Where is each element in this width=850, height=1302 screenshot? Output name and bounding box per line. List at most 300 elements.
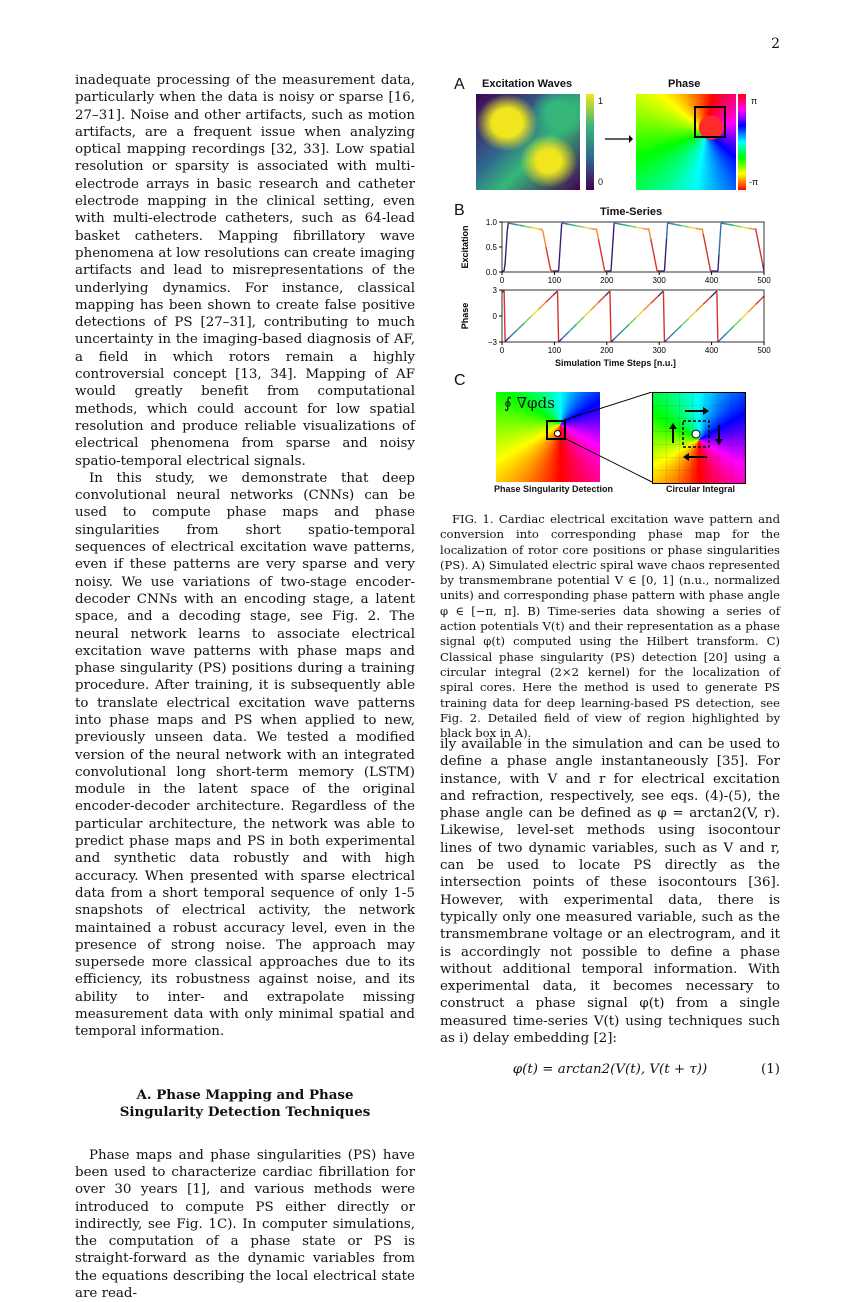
panel-c-label: C [454,372,466,390]
series-segment [655,298,656,299]
series-segment [717,291,718,342]
series-segment [694,312,695,313]
series-segment [724,335,725,336]
series-segment [606,294,607,295]
series-segment [725,334,726,335]
series-segment [742,317,743,318]
series-segment [552,295,553,296]
singularity-dot [554,430,561,437]
series-segment [625,328,626,329]
y-axis-label: Excitation [460,225,470,268]
highlight-box [694,106,726,138]
series-segment [545,302,546,303]
series-segment [524,322,525,323]
series-segment [704,239,705,244]
series-segment [549,263,550,268]
caption-text: FIG. 1. Cardiac electrical excitation wave pattern and conversion into corresponding phase map for the localization of rotor core positions or phase singularities (PS). A) Simulated electric spiral wave chaos represented by transmembrane potential V ∈ [0, 1] (n.u., normalized units) and corresponding phase pattern with phase angle φ ∈ [−π, π]. B) Time-series data showing a series of action potentials V(t) and their representation as a phase signal φ(t) computed using the Hilbert transform. C) Classical phase singularity (PS) detection [20] using a circular integral (2×2 kernel) for the localization of spiral cores. Here the method is used to generate PS training data for deep learning-based PS detection, see Fig. 2. Detailed field of view of region highlighted by black box in A). [440,512,780,741]
series-segment [752,307,753,308]
page-number: 2 [771,36,780,52]
x-tick-label: 200 [600,346,614,355]
series-segment [683,323,684,324]
series-segment [612,239,613,255]
series-segment [596,229,597,234]
series-segment [757,234,758,239]
left-column [75,72,415,1302]
excitation-cbar-bottom: 0 [598,177,603,187]
series-segment [669,337,670,338]
series-segment [755,305,756,306]
series-segment [594,306,595,307]
series-segment [649,229,650,234]
series-segment [714,293,715,294]
series-segment [542,230,543,232]
series-segment [576,323,577,324]
series-segment [641,311,642,312]
series-segment [603,297,604,298]
series-segment [674,332,675,333]
series-segment [511,334,512,335]
series-segment [629,324,630,325]
series-segment [550,268,551,271]
series-segment [588,312,589,313]
panel-c-caption-right: Circular Integral [666,484,735,494]
series-segment [525,321,526,322]
series-segment [558,291,559,342]
series-segment [698,308,699,309]
series-segment [647,306,648,307]
series-segment [607,293,608,294]
series-segment [614,338,615,339]
series-segment [514,332,515,333]
circulation-arrows-icon [653,393,745,483]
series-segment [547,252,548,257]
series-segment [678,328,679,329]
series-segment [583,317,584,318]
series-segment [577,322,578,323]
series-segment [736,323,737,324]
series-segment [715,292,716,293]
series-segment [658,295,659,296]
series-segment [604,266,605,271]
series-segment [528,318,529,319]
series-segment [507,338,508,339]
section-heading: A. Phase Mapping and Phase Singularity Detection Techniques [95,1087,395,1121]
x-tick-label: 500 [757,346,771,355]
excitation-colorbar [586,94,594,190]
series-segment [652,301,653,302]
series-segment [743,316,744,317]
series-segment [720,339,721,340]
series-segment [624,329,625,330]
y-tick-label: −3 [488,338,498,347]
series-segment [631,322,632,323]
series-segment [590,310,591,311]
series-segment [676,330,677,331]
series-segment [659,294,660,295]
series-segment [506,339,507,340]
excitation-wave-map [476,94,580,190]
series-segment [608,292,609,293]
series-segment [686,320,687,321]
series-segment [672,334,673,335]
series-segment [671,335,672,336]
series-segment [655,260,656,265]
series-segment [739,320,740,321]
phase-cbar-top: π [751,96,757,106]
series-segment [579,321,580,322]
excitation-cbar-top: 1 [598,96,603,106]
series-segment [613,339,614,340]
series-segment [654,255,655,260]
integral-symbol: ∮ ∇φds [504,394,555,412]
series-segment [601,299,602,300]
series-segment [657,296,658,297]
plot-frame [502,290,764,342]
series-segment [521,325,522,326]
y-tick-label: 0.5 [486,243,498,252]
series-segment [751,308,752,309]
panel-b-label: B [454,202,465,220]
series-segment [711,296,712,297]
phase-axes [460,286,771,355]
series-segment [677,329,678,330]
series-segment [663,291,664,342]
series-segment [656,266,657,271]
series-segment [684,322,685,323]
series-segment [729,330,730,331]
series-segment [504,263,505,271]
series-segment [637,315,638,316]
series-segment [701,305,702,306]
zoom-lines [564,392,654,484]
series-segment [747,312,748,313]
series-segment [707,255,708,260]
series-segment [543,231,544,236]
series-segment [515,331,516,332]
series-segment [627,326,628,327]
series-segment [520,326,521,327]
series-segment [551,296,552,297]
series-segment [727,332,728,333]
series-segment [527,319,528,320]
series-segment [548,258,549,263]
series-segment [649,304,650,305]
series-segment [517,329,518,330]
series-segment [635,318,636,319]
figure-caption [440,512,780,741]
series-segment [702,304,703,305]
series-segment [750,309,751,310]
series-segment [754,306,755,307]
series-segment [705,301,706,302]
series-segment [726,333,727,334]
series-segment [512,333,513,334]
series-segment [697,309,698,310]
series-segment [603,260,604,265]
series-segment [502,292,503,293]
y-tick-label: 1.0 [486,218,498,227]
series-segment [602,298,603,299]
series-segment [756,229,757,234]
series-segment [571,328,572,329]
series-segment [534,312,535,313]
series-segment [538,309,539,310]
series-segment [559,341,560,342]
x-tick-label: 300 [653,346,667,355]
series-segment [539,308,540,309]
series-segment [718,341,719,342]
series-segment [598,301,599,302]
series-segment [559,255,560,271]
series-segment [544,236,545,241]
series-segment [548,299,549,300]
equation-body: φ(t) = arctan2(V(t), V(t + τ)) [513,1062,707,1077]
series-segment [713,294,714,295]
series-segment [568,332,569,333]
series-segment [757,302,758,303]
series-segment [653,250,654,255]
series-segment [581,319,582,320]
series-segment [591,309,592,310]
series-segment [761,255,762,260]
series-segment [567,333,568,334]
equation-1 [440,1061,780,1083]
series-segment [679,327,680,328]
series-segment [746,313,747,314]
series-segment [737,322,738,323]
series-segment [730,328,731,329]
series-segment [660,293,661,294]
series-segment [555,292,556,293]
panel-b-title: Time-Series [600,206,662,218]
series-segment [696,310,697,311]
y-tick-label: 0.0 [486,268,498,277]
series-segment [708,298,709,299]
series-segment [667,339,668,340]
panel-a-title-left: Excitation Waves [482,78,572,90]
series-segment [692,314,693,315]
series-segment [570,330,571,331]
series-segment [610,291,611,342]
series-segment [611,341,612,342]
series-segment [651,239,652,244]
series-segment [748,311,749,312]
series-segment [763,296,764,297]
series-segment [722,337,723,338]
series-segment [723,336,724,337]
series-segment [569,331,570,332]
series-segment [537,310,538,311]
series-segment [584,316,585,317]
series-segment [626,327,627,328]
series-segment [634,319,635,320]
series-segment [704,302,705,303]
series-segment [510,335,511,336]
paragraph: inadequate processing of the measurement data, particularly when the data is noisy or sparse [16, 27–31]. Noise and other artifacts, such as motion artifacts, are a frequent issue when analyzing optical mapping recordings [32, 33]. Low spatial resolution or sparsity is associated with multi-electrode arrays in basic research and catheter electrode mapping in the clinical setting, even with multi-electrode catheters, such as 64-lead basket catheters. Mapping fibrillatory wave phenomena at low resolutions can create imaging artifacts and lead to misrepresentations of the underlying dynamics. For instance, classical mapping has been shown to create false positive detections of PS [27–31], contributing to much uncertainty in the imaging-based diagnosis of AF, a field in which rotors remain a highly controversial concept [13, 34]. Mapping of AF would greatly benefit from computational methods, which could account for low spatial resolution and produce reliable visualizations of electrical phenomena from sparse and noisy spatio-temporal electrical signals. [75,72,415,470]
series-segment [536,311,537,312]
series-segment [749,310,750,311]
series-segment [650,303,651,304]
series-segment [761,298,762,299]
series-segment [630,323,631,324]
panel-c-caption-left: Phase Singularity Detection [494,484,613,494]
series-segment [532,314,533,315]
series-segment [611,255,612,271]
series-segment [543,304,544,305]
series-segment [587,313,588,314]
series-segment [691,315,692,316]
series-segment [758,239,759,244]
series-segment [530,316,531,317]
x-tick-label: 0 [500,346,505,355]
series-segment [549,298,550,299]
series-segment [633,320,634,321]
series-segment [708,260,709,265]
series-segment [519,327,520,328]
phase-colorbar [738,94,746,190]
series-segment [574,325,575,326]
series-segment [507,223,508,231]
series-segment [719,340,720,341]
series-segment [738,321,739,322]
series-segment [664,255,665,271]
paragraph: Phase maps and phase singularities (PS) have been used to characterize cardiac fibrillation for over 30 years [1], and various methods were introduced to compute PS either directly or indirectly, see Fig. 1C). In computer simulations, the computation of a phase state or PS is straight-forward as the dynamic variables from the equations describing the local electrical state are read- [75,1147,415,1302]
paragraph: In this study, we demonstrate that deep convolutional neural networks (CNNs) can be used to compute phase maps and phase singularities from short spatio-temporal sequences of electrical excitation wave patterns, even if these patterns are very sparse and very noisy. We use variations of two-stage encoder-decoder CNNs with an encoding stage, a latent space, and a decoding stage, see Fig. 2. The neural network learns to associate electrical excitation wave patterns with phase maps and phase singularity (PS) positions during a training procedure. After training, it is subsequently able to translate electrical excitation wave patterns into phase maps and PS when applied to new, previously unseen data. We tested a modified version of the neural network with an integrated convolutional long short-term memory (LSTM) module in the latent space of the original encoder-decoder architecture. Regardless of the particular architecture, the network was able to predict phase maps and PS in both experimental and synthetic data robustly and with high accuracy. When presented with sparse electrical data from a short temporal sequence of only 1-5 snapshots of electrical activity, the network maintained a robust accuracy level, even in the presence of strong noise. The approach may supersede more classical approaches due to its efficiency, its robustness against noise, and its ability to inter- and extrapolate missing measurement data with only minimal spatial and temporal information. [75,470,415,1041]
series-segment [762,297,763,298]
series-segment [546,247,547,252]
series-segment [544,303,545,304]
series-segment [628,325,629,326]
series-segment [560,340,561,341]
series-segment [617,335,618,336]
series-segment [562,338,563,339]
series-segment [597,302,598,303]
x-tick-label: 0 [500,276,505,285]
series-segment [582,318,583,319]
series-segment [652,244,653,249]
series-segment [654,299,655,300]
series-segment [595,305,596,306]
series-segment [705,244,706,249]
series-segment [601,250,602,255]
x-tick-label: 100 [548,346,562,355]
series-segment [745,314,746,315]
series-segment [759,300,760,301]
series-segment [566,334,567,335]
phase-cbar-bottom: -π [749,177,758,187]
series-segment [718,255,719,271]
series-segment [673,333,674,334]
series-segment [612,340,613,341]
series-segment [710,266,711,271]
series-segment [564,336,565,337]
panel-a-title-right: Phase [668,78,700,90]
series-segment [504,291,505,342]
series-segment [533,313,534,314]
series-segment [506,231,507,247]
series-segment [619,333,620,334]
equation-number: (1) [761,1061,780,1078]
series-segment [685,321,686,322]
x-tick-label: 400 [705,276,719,285]
series-segment [650,234,651,239]
series-segment [615,337,616,338]
series-segment [703,303,704,304]
series-segment [653,300,654,301]
x-tick-label: 500 [757,276,771,285]
series-segment [648,305,649,306]
series-segment [665,340,666,341]
series-segment [703,234,704,239]
y-tick-label: 0 [493,312,498,321]
series-segment [605,295,606,296]
series-segment [665,239,666,255]
series-segment [762,260,763,265]
series-segment [547,300,548,301]
series-segment [756,304,757,305]
series-segment [572,327,573,328]
series-segment [560,239,561,255]
y-tick-label: 3 [493,286,498,295]
phase-map [636,94,736,190]
series-segment [706,250,707,255]
series-segment [575,324,576,325]
series-segment [623,330,624,331]
series-segment [505,247,506,263]
series-segment [690,317,691,318]
series-segment [667,223,668,239]
series-segment [700,306,701,307]
panel-a-label: A [454,76,465,94]
series-segment [740,319,741,320]
series-segment [670,336,671,337]
series-segment [638,314,639,315]
series-segment [681,325,682,326]
series-segment [712,295,713,296]
series-segment [505,340,506,341]
series-segment [553,294,554,295]
series-segment [604,296,605,297]
series-segment [596,304,597,305]
series-segment [741,318,742,319]
series-segment [616,336,617,337]
time-series-chart [454,216,780,378]
series-segment [522,324,523,325]
series-segment [573,326,574,327]
series-segment [542,305,543,306]
series-segment [661,292,662,293]
series-segment [529,317,530,318]
panel-b-xlabel: Simulation Time Steps [n.u.] [555,358,676,368]
series-segment [693,313,694,314]
series-segment [728,331,729,332]
series-segment [668,338,669,339]
series-segment [592,308,593,309]
x-tick-label: 100 [548,276,562,285]
series-segment [760,250,761,255]
series-segment [545,242,546,247]
series-segment [721,338,722,339]
x-tick-label: 300 [653,276,667,285]
x-tick-label: 200 [600,276,614,285]
series-segment [680,326,681,327]
series-segment [599,300,600,301]
series-segment [675,331,676,332]
series-segment [597,234,598,239]
series-segment [526,320,527,321]
series-segment [632,321,633,322]
series-segment [646,307,647,308]
